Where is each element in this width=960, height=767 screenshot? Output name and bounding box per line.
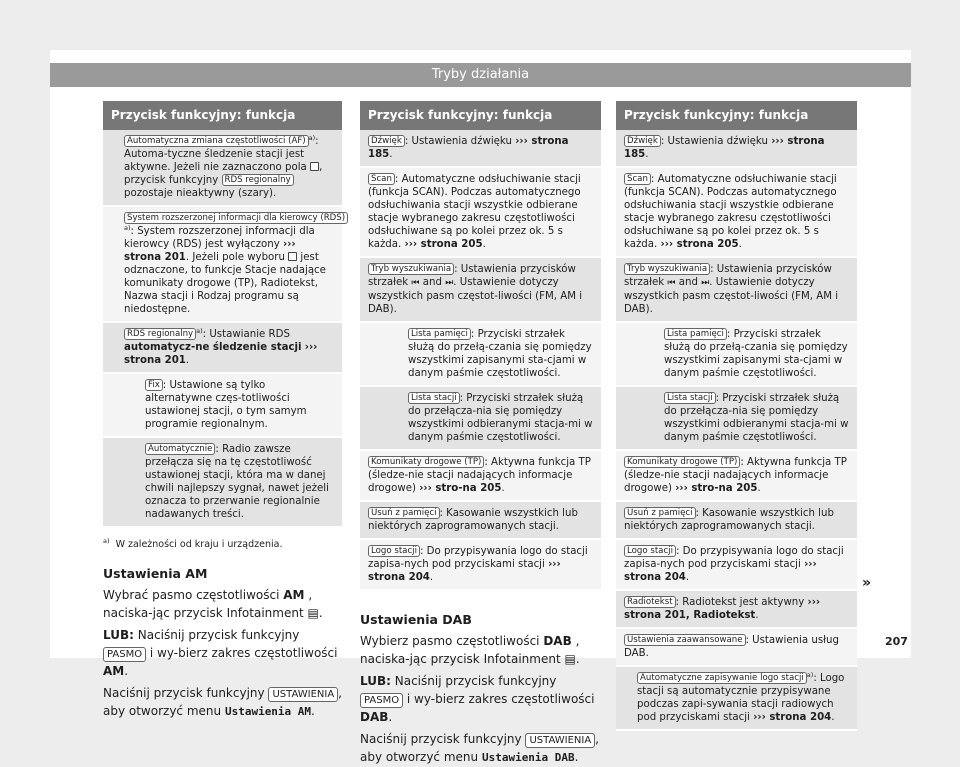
menu-name: Ustawienia DAB	[481, 751, 575, 764]
table-row: Automatycznie : Radio zawsze przełącza się na tę częstotliwość ustawionej stacji, która ma w danej chwili najlepszy sygnał, nawet jeżeli oznacza to przerwanie regionalnie nadawanych treści.	[103, 438, 342, 528]
function-key: Ustawienia zaawansowane	[624, 634, 746, 646]
checkbox-icon	[310, 162, 319, 171]
function-key: Logo stacji	[368, 545, 420, 557]
table-header: Przycisk funkcyjny: funkcja	[360, 101, 601, 130]
table-row: Lista stacji : Przyciski strzałek służą do przełącza-nia się pomiędzy wszystkimi odbieranymi stacja-mi w danym paśmie częstotliwości.	[360, 387, 601, 451]
function-key: Fix	[145, 379, 163, 391]
function-key: Tryb wyszukiwania	[624, 263, 710, 275]
table-row: Komunikaty drogowe (TP) : Aktywna funkcja TP (śledze-nie stacji nadających informacje drogowe) ››› stro-na 205.	[360, 451, 601, 502]
function-key: Usuń z pamięci	[368, 507, 440, 519]
column-2	[360, 101, 601, 767]
function-key: System rozszerzonej informacji dla kierowcy (RDS)	[124, 212, 348, 224]
table-row: Dźwięk : Ustawienia dźwięku ››› strona 185.	[360, 130, 601, 168]
function-key: Lista stacji	[664, 392, 716, 404]
table-row: Tryb wyszukiwania : Ustawienia przycisków strzałek ⏮ and ⏭. Ustawienie dotyczy wszystkich pasm częstot-liwości (FM, AM i DAB).	[616, 258, 857, 323]
function-key: Lista stacji	[408, 392, 460, 404]
function-key: RDS regionalny	[222, 174, 294, 186]
function-key: Dźwięk	[368, 135, 405, 147]
table-row: Dźwięk : Ustawienia dźwięku ››› strona 185.	[616, 130, 857, 168]
table-row: Tryb wyszukiwania : Ustawienia przycisków strzałek ⏮ and ⏭. Ustawienie dotyczy wszystkich pasm częstot-liwości (FM, AM i DAB).	[360, 258, 601, 323]
table-row: Logo stacji : Do przypisywania logo do stacji zapisa-nych pod przyciskami stacji ››› strona 204.	[360, 540, 601, 591]
table-row: Lista pamięci : Przyciski strzałek służą do przełą-czania się pomiędzy wszystkimi zapisanymi sta-cjami w danym paśmie częstotliwości.	[616, 323, 857, 387]
function-key: Lista pamięci	[664, 328, 727, 340]
table-row: Lista stacji : Przyciski strzałek służą do przełącza-nia się pomiędzy wszystkimi odbieranymi stacja-mi w danym paśmie częstotliwości.	[616, 387, 857, 451]
table-row: Scan : Automatyczne odsłuchiwanie stacji (funkcja SCAN). Podczas automatycznego odsłuchiwania stacji wszystkie odbierane stacje wybranego zakresu częstotliwości odsłuchiwane są po kolei przez ok. 5 s każda. ››› strona 205.	[360, 168, 601, 258]
table-row: Radiotekst : Radiotekst jest aktywny ››› strona 201, Radiotekst.	[616, 591, 857, 629]
paragraph: Wybrać pasmo częstotliwości AM , naciska-jąc przycisk Infotainment ▤.	[103, 588, 323, 620]
footnote: $^{a)}$ W zależności od kraju i urządzenia.	[103, 537, 283, 550]
function-key: Automatyczne zapisywanie logo stacji	[637, 672, 807, 684]
column-3	[616, 101, 857, 731]
table-row: Komunikaty drogowe (TP) : Aktywna funkcja TP (śledze-nie stacji nadających informacje drogowe) ››› stro-na 205.	[616, 451, 857, 502]
radio-button-icon: ▤	[307, 606, 319, 620]
function-key: Logo stacji	[624, 545, 676, 557]
function-key: Scan	[624, 173, 651, 185]
function-key: Usuń z pamięci	[624, 507, 696, 519]
table-row: Automatyczne zapisywanie logo stacji $^{a)}$: Logo stacji są automatycznie przypisywane podczas zapi-sywania stacji radiowych pod przyciskami stacji ››› strona 204.	[616, 667, 857, 731]
column-1	[103, 101, 346, 721]
skip-back-icon: ⏮	[411, 278, 420, 288]
ustawienia-key: USTAWIENIA	[525, 733, 595, 748]
function-key: Scan	[368, 173, 395, 185]
function-key: Komunikaty drogowe (TP)	[368, 456, 484, 468]
pasmo-key: PASMO	[360, 693, 403, 708]
continue-mark: »	[862, 575, 872, 591]
table-header: Przycisk funkcyjny: funkcja	[103, 101, 342, 130]
table-row: Scan : Automatyczne odsłuchiwanie stacji (funkcja SCAN). Podczas automatycznego odsłuchiwania stacji wszystkie odbierane stacje wybranego zakresu częstotliwości odsłuchiwane są po kolei przez ok. 5 s każda. ››› strona 205.	[616, 168, 857, 258]
function-key: Automatyczna zmiana częstotliwości (AF)	[124, 135, 309, 147]
radio-button-icon: ▤	[564, 652, 576, 666]
function-key: Komunikaty drogowe (TP)	[624, 456, 740, 468]
page-title: Tryby działania	[50, 63, 911, 87]
menu-name: Ustawienia AM	[224, 705, 312, 718]
section-title: Ustawienia AM	[103, 566, 208, 581]
section-title: Ustawienia DAB	[360, 612, 472, 627]
skip-back-icon: ⏮	[667, 278, 676, 288]
paragraph: Naciśnij przycisk funkcyjny USTAWIENIA , aby otworzyć menu Ustawienia DAB.	[360, 732, 599, 764]
table-row: Ustawienia zaawansowane : Ustawienia usług DAB.	[616, 629, 857, 667]
function-key: Tryb wyszukiwania	[368, 263, 454, 275]
page-number: 207	[885, 635, 908, 648]
function-key: Dźwięk	[624, 135, 661, 147]
table-row: Lista pamięci : Przyciski strzałek służą do przełą-czania się pomiędzy wszystkimi zapisanymi sta-cjami w danym paśmie częstotliwości.	[360, 323, 601, 387]
table-row: Usuń z pamięci : Kasowanie wszystkich lub niektórych zaprogramowanych stacji.	[360, 502, 601, 540]
pasmo-key: PASMO	[103, 647, 146, 662]
function-key: RDS regionalny	[124, 328, 196, 340]
ustawienia-key: USTAWIENIA	[268, 687, 338, 702]
table-row: Usuń z pamięci : Kasowanie wszystkich lub niektórych zaprogramowanych stacji.	[616, 502, 857, 540]
function-key: Lista pamięci	[408, 328, 471, 340]
function-key: Automatycznie	[145, 443, 215, 455]
table-row: Logo stacji : Do przypisywania logo do stacji zapisa-nych pod przyciskami stacji ››› strona 204.	[616, 540, 857, 591]
table-row: System rozszerzonej informacji dla kierowcy (RDS)$^{a)}$: System rozszerzonej informacji dla kierowcy (RDS) jest wyłączony ››› strona 201. Jeżeli pole wyboru jest odznaczone, to funkcje Stacje nadające komunikaty drogowe (TP), Radiotekst, Nazwa stacji i Rodzaj programu są niedostępne.	[103, 207, 342, 323]
checkbox-icon	[288, 252, 297, 261]
skip-forward-icon: ⏭	[445, 278, 454, 288]
table-row: Automatyczna zmiana częstotliwości (AF) $^{a)}$: Automa-tyczne śledzenie stacji jest aktywne. Jeżeli nie zaznaczono pola , przycisk funkcyjny RDS regionalny pozostaje nieaktywny (szary).	[103, 130, 342, 207]
table-header: Przycisk funkcyjny: funkcja	[616, 101, 857, 130]
table-row: RDS regionalny $^{a)}$: Ustawianie RDS automatycz-ne śledzenie stacji ››› strona 201.	[103, 323, 342, 374]
paragraph: Naciśnij przycisk funkcyjny USTAWIENIA , aby otworzyć menu Ustawienia AM.	[103, 686, 342, 718]
skip-forward-icon: ⏭	[701, 278, 710, 288]
table-row: Fix : Ustawione są tylko alternatywne częs-totliwości ustawionej stacji, o tym samym programie regionalnym.	[103, 374, 342, 438]
paragraph: LUB: Naciśnij przycisk funkcyjny PASMO i wy-bierz zakres częstotliwości AM.	[103, 628, 338, 678]
paragraph: Wybierz pasmo częstotliwości DAB , naciska-jąc przycisk Infotainment ▤.	[360, 634, 580, 666]
function-key: Radiotekst	[624, 596, 676, 608]
paragraph: LUB: Naciśnij przycisk funkcyjny PASMO i wy-bierz zakres częstotliwości DAB.	[360, 674, 595, 724]
